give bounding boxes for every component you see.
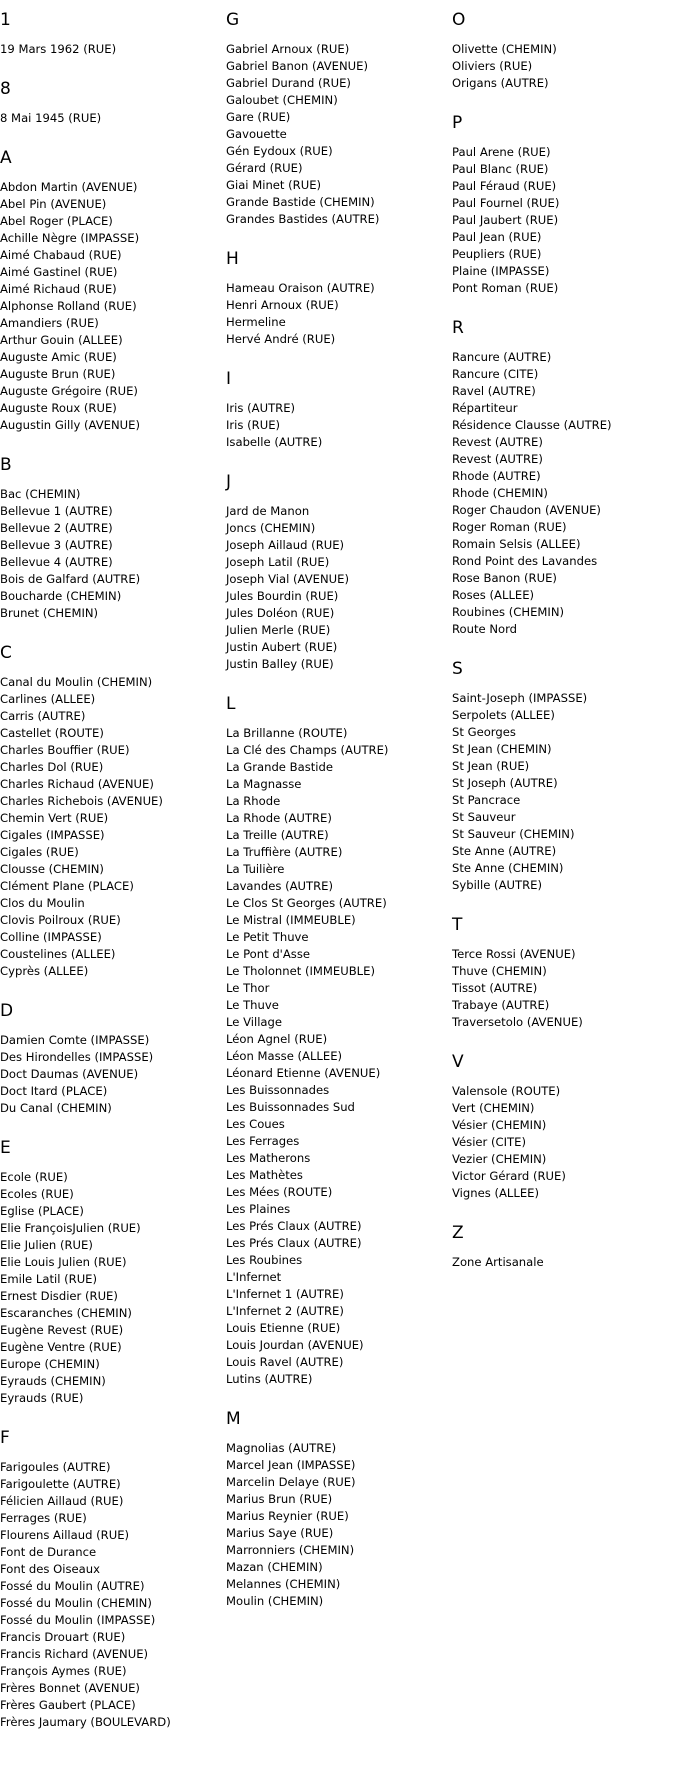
street-name: Roses (ALLEE) <box>452 588 535 602</box>
letter-heading: I <box>226 369 232 389</box>
letter-section <box>0 1428 220 1731</box>
street-name: Lutins (AUTRE) <box>226 1372 313 1386</box>
street-name: Plaine (IMPASSE) <box>452 264 550 278</box>
street-list <box>226 725 446 1388</box>
letter-heading: V <box>452 1052 464 1072</box>
letter-heading: B <box>0 455 12 475</box>
street-name: Rhode (AUTRE) <box>452 469 541 483</box>
street-name: Peupliers (RUE) <box>452 247 542 261</box>
letter-heading: G <box>226 10 240 30</box>
street-name: St Joseph (AUTRE) <box>452 776 558 790</box>
letter-section <box>226 472 446 673</box>
street-name: Du Canal (CHEMIN) <box>0 1101 112 1115</box>
street-name: Ste Anne (AUTRE) <box>452 844 557 858</box>
letter-section <box>226 369 446 451</box>
street-name: Aimé Richaud (RUE) <box>0 282 117 296</box>
street-name: Les Buissonnades <box>226 1083 330 1097</box>
letter-section <box>0 643 220 980</box>
street-name: Boucharde (CHEMIN) <box>0 589 122 603</box>
street-name: Auguste Amic (RUE) <box>0 350 117 364</box>
street-name: Bellevue 4 (AUTRE) <box>0 555 113 569</box>
street-name: Paul Fournel (RUE) <box>452 196 560 210</box>
street-name: Galoubet (CHEMIN) <box>226 93 338 107</box>
street-name: Justin Balley (RUE) <box>226 657 334 671</box>
street-name: Revest (AUTRE) <box>452 452 543 466</box>
street-name: Revest (AUTRE) <box>452 435 543 449</box>
street-name: Gérard (RUE) <box>226 161 303 175</box>
street-name: Ste Anne (CHEMIN) <box>452 861 564 875</box>
street-name: Doct Itard (PLACE) <box>0 1084 108 1098</box>
street-name: Les Plaines <box>226 1202 291 1216</box>
street-name: Frères Bonnet (AVENUE) <box>0 1681 140 1695</box>
street-name: Ecoles (RUE) <box>0 1187 74 1201</box>
letter-section <box>452 1223 672 1271</box>
street-name: Marius Reynier (RUE) <box>226 1509 349 1523</box>
letter-heading: D <box>0 1001 14 1021</box>
street-name: Rond Point des Lavandes <box>452 554 598 568</box>
street-name: Europe (CHEMIN) <box>0 1357 100 1371</box>
street-name: Achille Nègre (IMPASSE) <box>0 231 140 245</box>
street-name: Roger Chaudon (AVENUE) <box>452 503 601 517</box>
street-name: 19 Mars 1962 (RUE) <box>0 42 117 56</box>
street-name: Farigoulette (AUTRE) <box>0 1477 121 1491</box>
street-name: Le Clos St Georges (AUTRE) <box>226 896 387 910</box>
street-name: Auguste Grégoire (RUE) <box>0 384 138 398</box>
street-list <box>0 1169 220 1407</box>
street-name: François Aymes (RUE) <box>0 1664 127 1678</box>
street-list <box>452 144 672 297</box>
street-name: Castellet (ROUTE) <box>0 726 104 740</box>
street-name: Vésier (CITE) <box>452 1135 526 1149</box>
street-name: Aimé Gastinel (RUE) <box>0 265 118 279</box>
street-name: Francis Drouart (RUE) <box>0 1630 126 1644</box>
street-name: Ernest Disdier (RUE) <box>0 1289 118 1303</box>
street-name: Vert (CHEMIN) <box>452 1101 535 1115</box>
street-name: Clousse (CHEMIN) <box>0 862 104 876</box>
street-name: Charles Richebois (AVENUE) <box>0 794 163 808</box>
street-name: Paul Jaubert (RUE) <box>452 213 559 227</box>
letter-heading: T <box>452 915 463 935</box>
street-name: Isabelle (AUTRE) <box>226 435 323 449</box>
street-name: Oliviers (RUE) <box>452 59 533 73</box>
street-list <box>0 179 220 434</box>
street-name: Frères Gaubert (PLACE) <box>0 1698 136 1712</box>
street-name: Hervé André (RUE) <box>226 332 336 346</box>
street-name: Clément Plane (PLACE) <box>0 879 134 893</box>
street-name: Répartiteur <box>452 401 518 415</box>
street-name: Marcelin Delaye (RUE) <box>226 1475 356 1489</box>
street-name: Brunet (CHEMIN) <box>0 606 99 620</box>
letter-heading: L <box>226 694 236 714</box>
street-name: Les Mathètes <box>226 1168 303 1182</box>
street-name: Paul Jean (RUE) <box>452 230 542 244</box>
street-name: Elie FrançoisJulien (RUE) <box>0 1221 141 1235</box>
street-name: St Jean (RUE) <box>452 759 530 773</box>
street-name: Léon Masse (ALLEE) <box>226 1049 343 1063</box>
street-name: St Sauveur <box>452 810 516 824</box>
street-name: Font des Oiseaux <box>0 1562 100 1576</box>
street-name: Victor Gérard (RUE) <box>452 1169 566 1183</box>
street-name: Bellevue 1 (AUTRE) <box>0 504 113 518</box>
street-name: Iris (AUTRE) <box>226 401 296 415</box>
street-list <box>0 1459 220 1731</box>
street-name: Joseph Vial (AVENUE) <box>226 572 349 586</box>
street-name: Emile Latil (RUE) <box>0 1272 98 1286</box>
letter-section <box>452 1052 672 1202</box>
street-name: Les Coues <box>226 1117 285 1131</box>
street-name: Magnolias (AUTRE) <box>226 1441 337 1455</box>
street-column-3 <box>452 10 672 1292</box>
street-name: Fossé du Moulin (CHEMIN) <box>0 1596 152 1610</box>
street-name: Marcel Jean (IMPASSE) <box>226 1458 356 1472</box>
street-name: Gare (RUE) <box>226 110 291 124</box>
letter-heading: Z <box>452 1223 464 1243</box>
street-name: Marronniers (CHEMIN) <box>226 1543 355 1557</box>
letter-section <box>226 694 446 1388</box>
street-name: Paul Féraud (RUE) <box>452 179 557 193</box>
street-name: Lavandes (AUTRE) <box>226 879 334 893</box>
letter-section <box>452 659 672 894</box>
street-list <box>452 41 672 92</box>
street-name: Les Ferrages <box>226 1134 300 1148</box>
street-name: Léon Agnel (RUE) <box>226 1032 328 1046</box>
street-name: Colline (IMPASSE) <box>0 930 102 944</box>
letter-heading: P <box>452 113 463 133</box>
street-name: Marius Saye (RUE) <box>226 1526 334 1540</box>
letter-heading: 8 <box>0 79 11 99</box>
street-name: Julien Merle (RUE) <box>226 623 331 637</box>
letter-section <box>0 1001 220 1117</box>
letter-section <box>0 79 220 127</box>
street-name: La Rhode <box>226 794 281 808</box>
street-name: Giai Minet (RUE) <box>226 178 322 192</box>
street-name: Les Prés Claux (AUTRE) <box>226 1236 362 1250</box>
street-name: Roubines (CHEMIN) <box>452 605 565 619</box>
street-name: Eugène Ventre (RUE) <box>0 1340 122 1354</box>
street-name: 8 Mai 1945 (RUE) <box>0 111 102 125</box>
street-name: Clovis Poilroux (RUE) <box>0 913 121 927</box>
street-name: Thuve (CHEMIN) <box>452 964 547 978</box>
street-name: Hermeline <box>226 315 286 329</box>
letter-heading: S <box>452 659 463 679</box>
street-list <box>226 41 446 228</box>
letter-section <box>226 10 446 228</box>
letter-section <box>452 10 672 92</box>
letter-heading: E <box>0 1138 11 1158</box>
street-name: Paul Blanc (RUE) <box>452 162 549 176</box>
letter-section <box>452 113 672 297</box>
letter-section <box>0 1138 220 1407</box>
street-name: Gén Eydoux (RUE) <box>226 144 333 158</box>
street-name: Le Tholonnet (IMMEUBLE) <box>226 964 375 978</box>
street-name: Chemin Vert (RUE) <box>0 811 109 825</box>
street-name: Jard de Manon <box>226 504 310 518</box>
street-name: Vignes (ALLEE) <box>452 1186 540 1200</box>
street-name: Iris (RUE) <box>226 418 281 432</box>
street-name: Gabriel Durand (RUE) <box>226 76 351 90</box>
street-name: Valensole (ROUTE) <box>452 1084 561 1098</box>
street-name: Auguste Roux (RUE) <box>0 401 117 415</box>
letter-section <box>452 915 672 1031</box>
street-name: Gabriel Banon (AVENUE) <box>226 59 368 73</box>
street-list <box>226 400 446 451</box>
street-name: Léonard Etienne (AVENUE) <box>226 1066 381 1080</box>
street-list <box>226 280 446 348</box>
street-list <box>0 110 220 127</box>
street-name: La Rhode (AUTRE) <box>226 811 332 825</box>
street-name: Rancure (AUTRE) <box>452 350 552 364</box>
letter-heading: J <box>226 472 232 492</box>
street-name: Les Roubines <box>226 1253 303 1267</box>
street-name: Doct Daumas (AVENUE) <box>0 1067 139 1081</box>
street-name: Eyrauds (CHEMIN) <box>0 1374 106 1388</box>
street-name: Mazan (CHEMIN) <box>226 1560 323 1574</box>
street-list <box>0 486 220 622</box>
street-name: Le Village <box>226 1015 283 1029</box>
street-name: Grande Bastide (CHEMIN) <box>226 195 375 209</box>
street-name: La Treille (AUTRE) <box>226 828 329 842</box>
letter-section <box>0 148 220 434</box>
street-name: St Georges <box>452 725 516 739</box>
street-name: Joseph Aillaud (RUE) <box>226 538 345 552</box>
street-name: Francis Richard (AVENUE) <box>0 1647 149 1661</box>
street-name: Félicien Aillaud (RUE) <box>0 1494 124 1508</box>
street-name: Trabaye (AUTRE) <box>452 998 550 1012</box>
street-name: Les Mées (ROUTE) <box>226 1185 333 1199</box>
street-name: Résidence Clausse (AUTRE) <box>452 418 612 432</box>
street-name: Charles Bouffier (RUE) <box>0 743 130 757</box>
street-name: Le Petit Thuve <box>226 930 309 944</box>
street-name: Joncs (CHEMIN) <box>226 521 316 535</box>
street-name: Bellevue 3 (AUTRE) <box>0 538 113 552</box>
street-name: Des Hirondelles (IMPASSE) <box>0 1050 154 1064</box>
letter-heading: A <box>0 148 12 168</box>
letter-heading: R <box>452 318 464 338</box>
street-name: Charles Richaud (AVENUE) <box>0 777 154 791</box>
street-list <box>0 674 220 980</box>
street-name: Vésier (CHEMIN) <box>452 1118 547 1132</box>
letter-section <box>0 455 220 622</box>
street-name: L'Infernet <box>226 1270 282 1284</box>
street-name: Louis Ravel (AUTRE) <box>226 1355 344 1369</box>
street-list <box>452 1254 672 1271</box>
street-name: La Brillanne (ROUTE) <box>226 726 348 740</box>
street-list <box>0 41 220 58</box>
street-name: Eglise (PLACE) <box>0 1204 84 1218</box>
street-name: La Magnasse <box>226 777 302 791</box>
street-name: Eugène Revest (RUE) <box>0 1323 124 1337</box>
street-name: Rancure (CITE) <box>452 367 539 381</box>
street-name: Cigales (RUE) <box>0 845 79 859</box>
street-name: Ravel (AUTRE) <box>452 384 536 398</box>
street-name: St Sauveur (CHEMIN) <box>452 827 575 841</box>
street-name: Hameau Oraison (AUTRE) <box>226 281 375 295</box>
letter-heading: C <box>0 643 12 663</box>
street-name: Les Buissonnades Sud <box>226 1100 355 1114</box>
street-name: Le Thor <box>226 981 270 995</box>
street-name: Frères Jaumary (BOULEVARD) <box>0 1715 171 1729</box>
letter-section <box>226 249 446 348</box>
street-name: Aimé Chabaud (RUE) <box>0 248 122 262</box>
street-list <box>452 1083 672 1202</box>
street-name: Gavouette <box>226 127 287 141</box>
street-name: Bellevue 2 (AUTRE) <box>0 521 113 535</box>
street-name: Cigales (IMPASSE) <box>0 828 105 842</box>
street-name: Jules Bourdin (RUE) <box>226 589 339 603</box>
street-name: Fossé du Moulin (IMPASSE) <box>0 1613 156 1627</box>
street-name: Terce Rossi (AVENUE) <box>452 947 576 961</box>
street-name: Auguste Brun (RUE) <box>0 367 116 381</box>
street-name: Eyrauds (RUE) <box>0 1391 84 1405</box>
street-name: St Jean (CHEMIN) <box>452 742 552 756</box>
street-name: La Tuilière <box>226 862 285 876</box>
street-name: Flourens Aillaud (RUE) <box>0 1528 130 1542</box>
street-name: Abel Pin (AVENUE) <box>0 197 107 211</box>
letter-heading: 1 <box>0 10 11 30</box>
street-name: Gabriel Arnoux (RUE) <box>226 42 350 56</box>
street-name: L'Infernet 2 (AUTRE) <box>226 1304 344 1318</box>
street-name: Louis Etienne (RUE) <box>226 1321 341 1335</box>
street-name: Carlines (ALLEE) <box>0 692 96 706</box>
street-name: Bac (CHEMIN) <box>0 487 81 501</box>
street-name: La Grande Bastide <box>226 760 333 774</box>
letter-heading: M <box>226 1409 241 1429</box>
street-name: Farigoules (AUTRE) <box>0 1460 111 1474</box>
letter-heading: H <box>226 249 239 269</box>
street-column-2 <box>226 10 446 1631</box>
street-name: Coustelines (ALLEE) <box>0 947 116 961</box>
street-name: Le Mistral (IMMEUBLE) <box>226 913 356 927</box>
street-name: Rose Banon (RUE) <box>452 571 557 585</box>
street-name: Vezier (CHEMIN) <box>452 1152 547 1166</box>
street-name: Roger Roman (RUE) <box>452 520 567 534</box>
letter-section <box>226 1409 446 1610</box>
letter-heading: O <box>452 10 466 30</box>
street-name: Canal du Moulin (CHEMIN) <box>0 675 153 689</box>
street-name: Alphonse Rolland (RUE) <box>0 299 137 313</box>
street-name: Abel Roger (PLACE) <box>0 214 113 228</box>
street-name: Abdon Martin (AVENUE) <box>0 180 138 194</box>
street-name: Marius Brun (RUE) <box>226 1492 333 1506</box>
street-name: Saint-Joseph (IMPASSE) <box>452 691 588 705</box>
street-name: La Truffière (AUTRE) <box>226 845 343 859</box>
street-list <box>0 1032 220 1117</box>
street-name: Pont Roman (RUE) <box>452 281 559 295</box>
street-name: Melannes (CHEMIN) <box>226 1577 341 1591</box>
street-name: Grandes Bastides (AUTRE) <box>226 212 380 226</box>
street-name: Ferrages (RUE) <box>0 1511 87 1525</box>
street-name: Charles Dol (RUE) <box>0 760 104 774</box>
letter-heading: F <box>0 1428 10 1448</box>
street-name: Les Prés Claux (AUTRE) <box>226 1219 362 1233</box>
street-name: Route Nord <box>452 622 518 636</box>
street-name: Les Matherons <box>226 1151 311 1165</box>
street-list <box>226 503 446 673</box>
street-name: Rhode (CHEMIN) <box>452 486 548 500</box>
street-list <box>452 946 672 1031</box>
street-name: Olivette (CHEMIN) <box>452 42 557 56</box>
street-name: St Pancrace <box>452 793 521 807</box>
street-name: Clos du Moulin <box>0 896 85 910</box>
street-name: Le Thuve <box>226 998 279 1012</box>
street-name: Fossé du Moulin (AUTRE) <box>0 1579 145 1593</box>
street-name: Henri Arnoux (RUE) <box>226 298 339 312</box>
street-name: Paul Arene (RUE) <box>452 145 551 159</box>
street-name: Moulin (CHEMIN) <box>226 1594 324 1608</box>
street-name: Le Pont d'Asse <box>226 947 311 961</box>
street-name: Origans (AUTRE) <box>452 76 549 90</box>
street-name: La Clé des Champs (AUTRE) <box>226 743 389 757</box>
street-name: Arthur Gouin (ALLEE) <box>0 333 123 347</box>
street-name: Elie Louis Julien (RUE) <box>0 1255 127 1269</box>
street-name: L'Infernet 1 (AUTRE) <box>226 1287 344 1301</box>
street-name: Jules Doléon (RUE) <box>226 606 335 620</box>
letter-section <box>0 10 220 58</box>
street-name: Amandiers (RUE) <box>0 316 99 330</box>
street-name: Sybille (AUTRE) <box>452 878 542 892</box>
letter-section <box>452 318 672 638</box>
street-list <box>226 1440 446 1610</box>
street-name: Zone Artisanale <box>452 1255 544 1269</box>
street-list <box>452 690 672 894</box>
street-name: Damien Comte (IMPASSE) <box>0 1033 150 1047</box>
street-name: Font de Durance <box>0 1545 97 1559</box>
street-name: Escaranches (CHEMIN) <box>0 1306 132 1320</box>
street-name: Romain Selsis (ALLEE) <box>452 537 581 551</box>
street-column-1 <box>0 10 220 1752</box>
street-name: Tissot (AUTRE) <box>452 981 538 995</box>
street-name: Serpolets (ALLEE) <box>452 708 555 722</box>
street-name: Traversetolo (AVENUE) <box>452 1015 583 1029</box>
street-name: Bois de Galfard (AUTRE) <box>0 572 141 586</box>
street-name: Augustin Gilly (AVENUE) <box>0 418 140 432</box>
street-name: Louis Jourdan (AVENUE) <box>226 1338 364 1352</box>
street-name: Justin Aubert (RUE) <box>226 640 338 654</box>
street-name: Carris (AUTRE) <box>0 709 86 723</box>
street-name: Cyprès (ALLEE) <box>0 964 89 978</box>
street-name: Ecole (RUE) <box>0 1170 68 1184</box>
street-name: Joseph Latil (RUE) <box>226 555 330 569</box>
street-name: Elie Julien (RUE) <box>0 1238 93 1252</box>
street-list <box>452 349 672 638</box>
